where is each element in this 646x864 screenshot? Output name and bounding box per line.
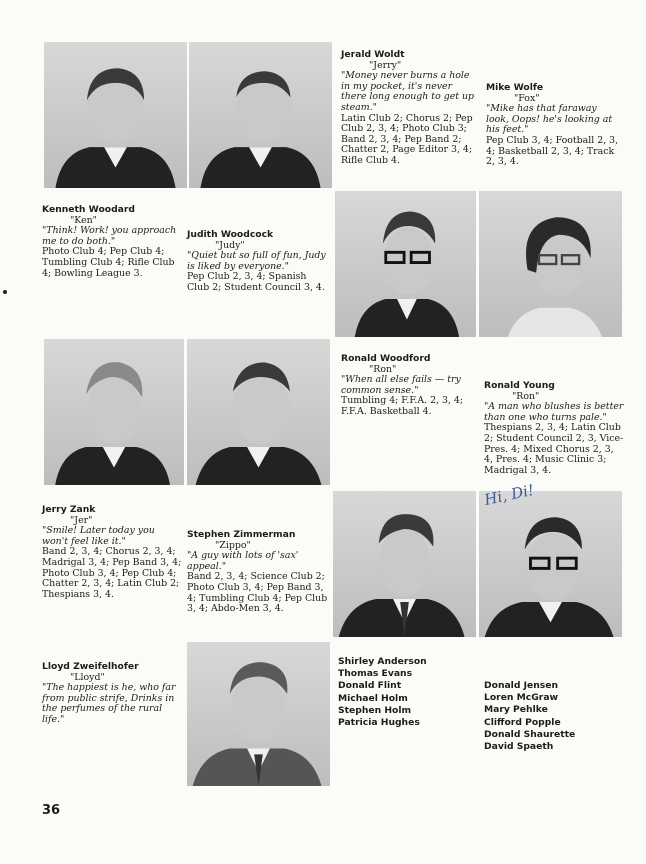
student-name: Lloyd Zweifelhofer xyxy=(42,661,139,672)
student-quote: "The happiest is he, who far from public strife, Drinks in the perfumes of the rural life." xyxy=(42,682,176,725)
portrait-silhouette xyxy=(335,191,476,337)
student-entry xyxy=(341,354,479,418)
list-item: Donald Jensen xyxy=(484,680,559,691)
portrait-photo xyxy=(335,191,476,337)
list-item: Thomas Evans xyxy=(338,668,413,680)
portrait-silhouette xyxy=(479,191,622,337)
portrait-silhouette xyxy=(187,642,330,786)
page-number: 36 xyxy=(42,803,61,818)
list-item: David Spaeth xyxy=(484,741,554,753)
list-item: Donald Flint xyxy=(338,680,402,692)
list-item: Stephen Holm xyxy=(338,704,412,716)
student-nickname: "Jer" xyxy=(70,514,93,526)
portrait-photo xyxy=(479,191,622,337)
list-item: Loren McGraw xyxy=(484,692,559,704)
student-entry xyxy=(42,205,182,279)
list-item: Patricia Hughes xyxy=(338,717,420,729)
handwritten-note: Hi, Di! xyxy=(482,480,536,510)
student-name: Stephen Zimmerman xyxy=(187,529,296,540)
student-nickname: "Judy" xyxy=(215,239,245,251)
student-name: Jerry Zank xyxy=(42,504,96,515)
portrait-photo xyxy=(44,339,184,485)
list-item: Donald Shaurette xyxy=(484,728,576,740)
student-name: Mike Wolfe xyxy=(486,82,544,93)
student-name: Jerald Woldt xyxy=(341,49,405,60)
student-quote: "Think! Work! you approach me to do both." xyxy=(42,225,177,247)
portrait-photo xyxy=(479,491,622,637)
student-quote: "Mike has that faraway look, Oops! he's looking at his feet." xyxy=(486,103,613,136)
not-pictured-list xyxy=(484,680,575,753)
student-entry xyxy=(42,505,182,600)
student-entry xyxy=(486,83,622,168)
student-activities: Band 2, 3, 4; Chorus 2, 3, 4; Madrigal 3, 4; Pep Band 3, 4; Photo Club 3, 4; Pep Club 4; Chatter 2, 3, 4; Latin Club 2; Thespians 3, 4. xyxy=(42,546,182,600)
student-entry xyxy=(42,662,182,726)
student-nickname: "Fox" xyxy=(514,92,540,104)
student-quote: "A guy with lots of 'sax' appeal." xyxy=(187,550,299,572)
student-activities: Thespians 2, 3, 4; Latin Club 2; Student Council 2, 3, Vice-Pres. 4; Mixed Chorus 2, 3, 4, Pres. 4; Music Clinic 3; Madrigal 3, 4. xyxy=(484,422,624,476)
portrait-silhouette xyxy=(333,491,476,637)
student-name: Kenneth Woodard xyxy=(42,204,135,215)
student-quote: "A man who blushes is better than one who turns pale." xyxy=(484,401,624,423)
student-name: Judith Woodcock xyxy=(187,229,274,240)
student-name: Ronald Young xyxy=(484,380,555,391)
list-item: Mary Pehlke xyxy=(484,704,548,716)
portrait-silhouette xyxy=(44,339,184,485)
student-activities: Pep Club 3, 4; Football 2, 3, 4; Basketball 2, 3, 4; Track 2, 3, 4. xyxy=(486,134,619,168)
student-activities: Latin Club 2; Chorus 2; Pep Club 2, 3, 4; Photo Club 3; Band 2, 3, 4; Pep Band 2; Chatter 2, Page Editor 3, 4; Rifle Club 4. xyxy=(341,112,473,166)
portrait-photo xyxy=(333,491,476,637)
not-pictured-list xyxy=(338,656,427,729)
student-entry xyxy=(341,50,479,167)
student-activities: Photo Club 4; Pep Club 4; Tumbling Club 4; Rifle Club 4; Bowling League 3. xyxy=(42,246,175,279)
student-entry xyxy=(187,530,329,615)
student-entry xyxy=(484,381,624,476)
student-quote: "Quiet but so full of fun, Judy is liked by everyone." xyxy=(187,250,326,272)
portrait-photo xyxy=(187,339,330,485)
portrait-silhouette xyxy=(44,42,187,188)
student-nickname: "Jerry" xyxy=(369,59,402,71)
portrait-photo xyxy=(189,42,332,188)
student-quote: "When all else fails — try common sense." xyxy=(341,374,461,396)
student-nickname: "Ron" xyxy=(369,363,397,375)
binder-hole-mark xyxy=(3,290,7,294)
student-quote: "Smile! Later today you won't feel like it." xyxy=(42,525,155,547)
student-nickname: "Ron" xyxy=(512,390,540,402)
student-name: Ronald Woodford xyxy=(341,353,431,364)
student-activities: Tumbling 4; F.F.A. 2, 3, 4; F.F.A. Basketball 4. xyxy=(341,395,464,417)
portrait-photo xyxy=(187,642,330,786)
student-activities: Pep Club 2, 3, 4; Spanish Club 2; Student Council 3, 4. xyxy=(187,271,325,293)
portrait-silhouette xyxy=(479,491,622,637)
student-nickname: "Ken" xyxy=(70,214,97,226)
student-activities: Band 2, 3, 4; Science Club 2; Photo Club 3, 4; Pep Band 3, 4; Tumbling Club 4; Pep Club 3, 4; Abdo-Men 3, 4. xyxy=(187,571,328,615)
list-item: Michael Holm xyxy=(338,692,408,704)
student-nickname: "Lloyd" xyxy=(70,671,105,683)
student-nickname: "Zippo" xyxy=(215,539,251,551)
student-entry xyxy=(187,230,327,294)
portrait-photo xyxy=(44,42,187,188)
list-item: Shirley Anderson xyxy=(338,656,427,667)
student-quote: "Money never burns a hole in my pocket, it's never there long enough to get up steam." xyxy=(341,70,475,113)
portrait-silhouette xyxy=(189,42,332,188)
portrait-silhouette xyxy=(187,339,330,485)
list-item: Clifford Popple xyxy=(484,716,561,728)
